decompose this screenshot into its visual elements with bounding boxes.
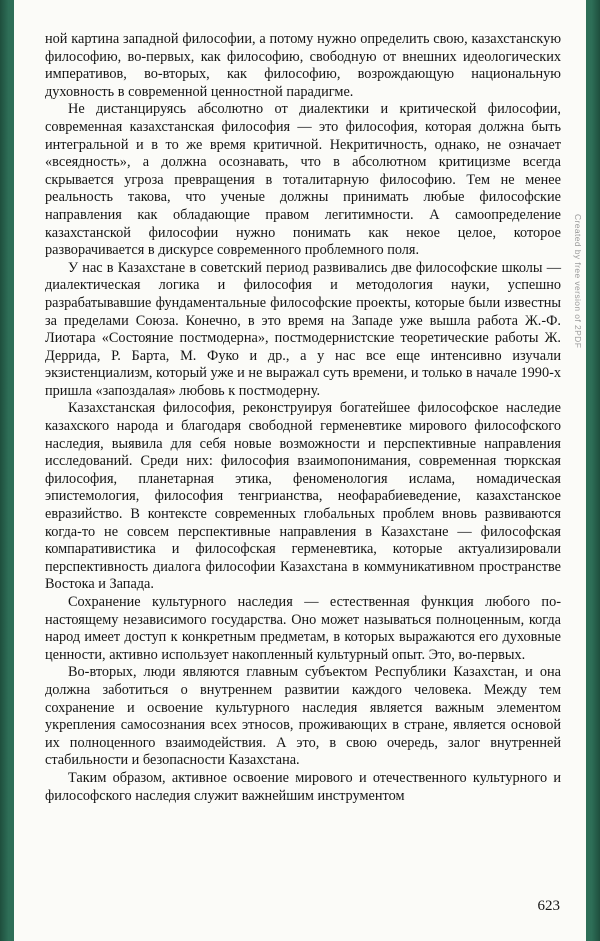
paragraph: У нас в Казахстане в советский период развивались две философские школы — диалектическая логика и философия и методология науки, успешно разрабатывавшие фундаментальные философские проекты, которые были известны за пределами Союза. Конечно, в это время на Западе уже вышла работа Ж.-Ф. Лиотара «Состояние постмодерна», постмодернистские теоретические работы Ж. Деррида, Р. Барта, М. Фуко и др., а у нас все еще интенсивно изучали экзистенциализм, который уже и не выражал суть времени, и только в начале 1990-х пришла «запоздалая» любовь к постмодерну. bbox=[45, 259, 561, 399]
paragraph: Таким образом, активное освоение мирового и отечественного культурного и философского наследия служит важнейшим инструментом bbox=[45, 769, 561, 804]
paragraph: Не дистанцируясь абсолютно от диалектики и критической философии, современная казахстанская философия — это философия, которая должна быть интегральной и в то же время критичной. Некритичность, однако, не означает «всеядность», а должна осознавать, что в абсолютном критицизме всегда скрывается угроза превращения в тоталитарную философию. Тем не менее реальность такова, что ученые должны принимать любые философские направления как обладающие правом легитимности. А самоопределение казахстанской философии нужно понимать как некое целое, которое разворачивается в дискурсе современного проблемного поля. bbox=[45, 101, 561, 259]
paragraph: Казахстанская философия, реконструируя богатейшее философское наследие казахского народа и благодаря свободной герменевтике мирового философского наследия, выявила для себя новые возможности и перспективные направления исследований. Среди них: философия взаимопонимания, современная тюркская философия, планетарная этика, феноменология ислама, номадическая эпистемология, философия тенгрианства, неофарабиеведение, казахстанское евразийство. В контексте современных глобальных проблем вновь развиваются когда-то не совсем перспективные направления в Казахстане — философская компаративистика и философская герменевтика, которые актуализировали перспективность диалога философии Казахстана в коммуникативном пространстве Востока и Запада. bbox=[45, 400, 561, 593]
book-cover-edge-right bbox=[586, 0, 600, 941]
paragraph: ной картина западной философии, а потому нужно определить свою, казахстанскую философию, во-первых, как философию, свободную от внешних идеологических императивов, во-вторых, как философию, возрождающую национальную духовность в современной ценностной парадигме. bbox=[45, 31, 561, 100]
paragraph: Во-вторых, люди являются главным субъектом Республики Казахстан, и она должна заботиться о внутреннем развитии каждого человека. Между тем сохранение и освоение культурного наследия является важным элементом укрепления самосознания всех этносов, проживающих в стране, является основой их полноценного взаимодействия. А это, в свою очередь, залог внутренней стабильности и безопасности Казахстана. bbox=[45, 664, 561, 769]
paragraph: Сохранение культурного наследия — естественная функция любого по-настоящему независимого государства. Оно может называться полноценным, когда народ имеет доступ к конкретным предметам, в которых выражаются его духовные ценности, активно использует накопленный культурный опыт. Это, во-первых. bbox=[45, 594, 561, 663]
page-body-text bbox=[45, 31, 561, 805]
watermark-2pdf: Created by free version of 2PDF bbox=[573, 214, 583, 349]
page-number: 623 bbox=[537, 898, 560, 914]
book-cover-edge-left bbox=[0, 0, 14, 941]
